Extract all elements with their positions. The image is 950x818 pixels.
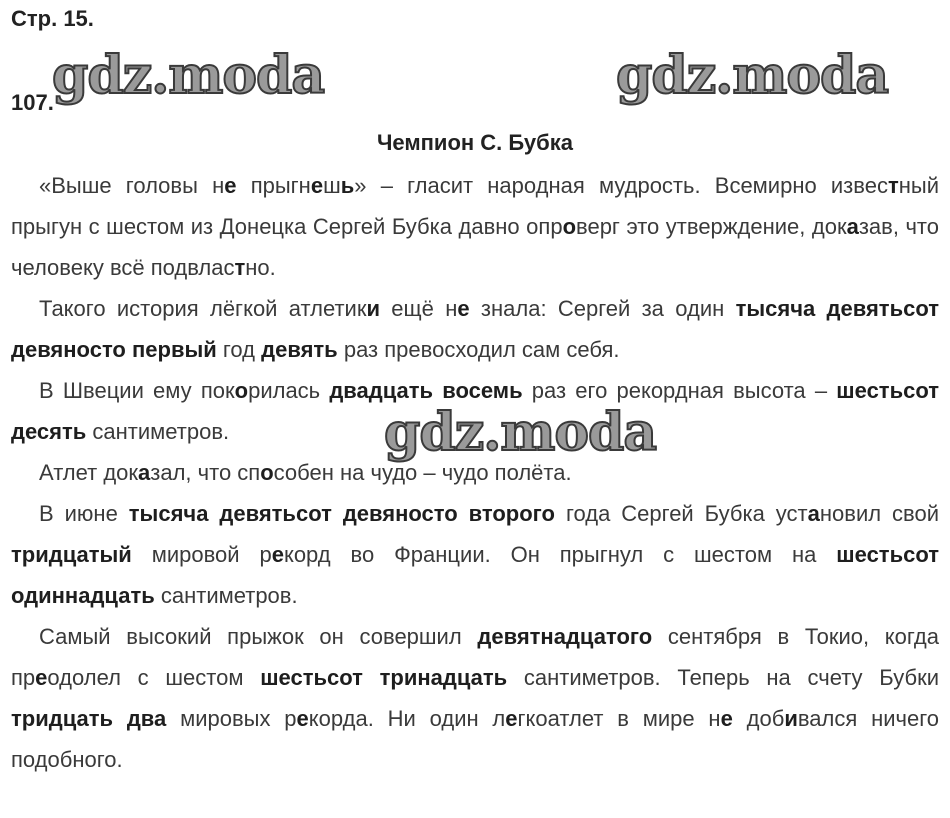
text-run: знала: Сергей за один xyxy=(469,296,736,321)
bold-run: шестьсот десять xyxy=(11,378,939,444)
watermark-logo: gdz.moda xyxy=(384,402,657,463)
text-run: вался ничего подобного. xyxy=(11,706,939,772)
bold-run: е xyxy=(457,296,470,321)
bold-run: девять xyxy=(261,337,338,362)
bold-run: е xyxy=(720,706,733,731)
bold-run: о xyxy=(234,378,249,403)
text-run: сантиметров. xyxy=(154,583,298,608)
bold-run: а xyxy=(138,460,151,485)
bold-run: е xyxy=(224,173,237,198)
text-run: ный прыгун с шестом из Донецка Сергей Бубка давно опр xyxy=(11,173,939,239)
page-reference: Стр. 15. xyxy=(11,6,94,31)
bold-run: тысяча девятьсот девяносто первый xyxy=(11,296,939,362)
watermark-logo: gdz.moda xyxy=(616,45,889,106)
text-run: но. xyxy=(245,255,276,280)
text-run: новил свой xyxy=(819,501,940,526)
text-run: » – гласит народная мудрость. Всемирно извес xyxy=(354,173,888,198)
text-run: Такого история лёгкой атлетик xyxy=(39,296,367,321)
text-run: Самый высокий прыжок он совершил xyxy=(39,624,478,649)
text-run: сантиметров. Теперь на счету Бубки xyxy=(507,665,939,690)
bold-run: и xyxy=(366,296,380,321)
text-run: ш xyxy=(323,173,341,198)
text-run: корд во Франции. Он прыгнул с шестом на xyxy=(283,542,837,567)
exercise-number: 107. xyxy=(11,90,54,115)
bold-run: е xyxy=(35,665,48,690)
text-run: корда. Ни один л xyxy=(308,706,506,731)
text-run: В Швеции ему пок xyxy=(39,378,235,403)
paragraph xyxy=(11,616,939,780)
bold-run: а xyxy=(807,501,820,526)
text-run: рилась xyxy=(248,378,330,403)
paragraph xyxy=(11,165,939,288)
text-run: мировой р xyxy=(131,542,272,567)
text-run: верг это утверждение, док xyxy=(576,214,847,239)
text-run: гкоатлет в мире н xyxy=(517,706,721,731)
bold-run: о xyxy=(562,214,577,239)
watermark-logo: gdz.moda xyxy=(52,45,325,106)
bold-run: шестьсот одиннадцать xyxy=(11,542,939,608)
bold-run: о xyxy=(260,460,274,485)
bold-run: т xyxy=(234,255,246,280)
bold-run: а xyxy=(846,214,859,239)
bold-run: е xyxy=(505,706,518,731)
text-run: В июне xyxy=(39,501,129,526)
text-run: доб xyxy=(732,706,785,731)
bold-run: двадцать восемь xyxy=(329,378,523,403)
bold-run: тридцатый xyxy=(11,542,132,567)
text-run: зав, что человеку всё подвлас xyxy=(11,214,939,280)
text-run: зал, что сп xyxy=(150,460,261,485)
text-run: сентября в Токио, когда пр xyxy=(11,624,939,690)
text-run: одолел с шестом xyxy=(47,665,261,690)
bold-run: и xyxy=(784,706,798,731)
paragraph xyxy=(11,288,939,370)
bold-run: т xyxy=(887,173,899,198)
bold-run: тысяча девятьсот девяносто второго xyxy=(128,501,555,526)
paragraph xyxy=(11,493,939,616)
text-run: прыгн xyxy=(236,173,311,198)
bold-run: ь xyxy=(340,173,355,198)
bold-run: тридцать два xyxy=(11,706,167,731)
bold-run: е xyxy=(271,542,284,567)
bold-run: е xyxy=(296,706,309,731)
text-body xyxy=(11,165,939,780)
text-run: мировых р xyxy=(166,706,297,731)
text-run: ещё н xyxy=(380,296,458,321)
text-run: собен на чудо – чудо полёта. xyxy=(273,460,572,485)
text-run: раз его рекордная высота – xyxy=(522,378,837,403)
text-run: «Выше головы н xyxy=(39,173,225,198)
bold-run: девятнадцатого xyxy=(477,624,653,649)
text-run: сантиметров. xyxy=(86,419,230,444)
text-run: год xyxy=(216,337,262,362)
text-title: Чемпион С. Бубка xyxy=(376,130,574,155)
bold-run: шестьсот тринадцать xyxy=(260,665,508,690)
text-run: Атлет док xyxy=(39,460,139,485)
text-run: года Сергей Бубка уст xyxy=(555,501,808,526)
bold-run: е xyxy=(310,173,324,198)
text-run: раз превосходил сам себя. xyxy=(337,337,620,362)
